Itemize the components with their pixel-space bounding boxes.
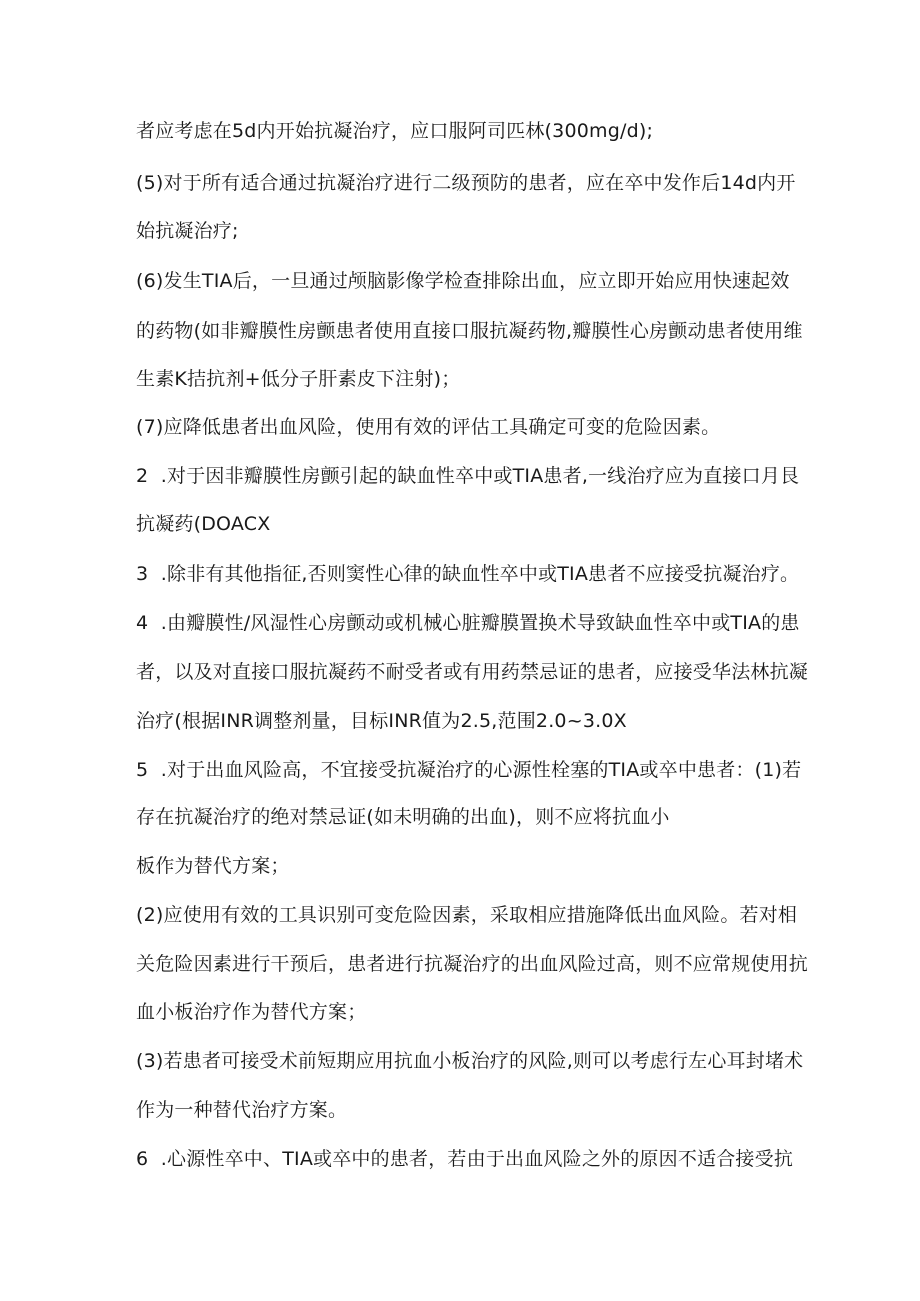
text-line: (2)应使用有效的工具识别可变危险因素，采取相应措施降低出血风险。若对相 <box>136 904 798 926</box>
text-line: 4 .由瓣膜性/风湿性心房颤动或机械心脏瓣膜置换术导致缺血性卒中或TIA的患 <box>136 612 800 634</box>
text-line: 治疗(根据INR调整剂量，目标INR值为2.5,范围2.0~3.0X <box>136 710 627 732</box>
text-line: 存在抗凝治疗的绝对禁忌证(如未明确的出血)，则不应将抗血小 <box>136 806 670 828</box>
text-line: (6)发生TIA后，一旦通过颅脑影像学检查排除出血，应立即开始应用快速起效 <box>136 270 790 292</box>
text-line: 2 .对于因非瓣膜性房颤引起的缺血性卒中或TIA患者,一线治疗应为直接口月艮 <box>136 465 800 487</box>
text-line: 血小板治疗作为替代方案； <box>136 1001 367 1023</box>
text-line: (3)若患者可接受术前短期应用抗血小板治疗的风险,则可以考虑行左心耳封堵术 <box>136 1050 804 1072</box>
text-line: 作为一种替代治疗方案。 <box>136 1099 348 1121</box>
text-line: 3 .除非有其他指征,否则窦性心律的缺血性卒中或TIA患者不应接受抗凝治疗。 <box>136 563 800 585</box>
text-line: 生素K拮抗剂+低分子肝素皮下注射)； <box>136 368 461 390</box>
text-line: 5 .对于出血风险高，不宜接受抗凝治疗的心源性栓塞的TIA或卒中患者：(1)若 <box>136 759 802 781</box>
text-line: 抗凝药(DOACX <box>136 513 271 535</box>
text-line: (7)应降低患者出血风险，使用有效的评估工具确定可变的危险因素。 <box>136 416 721 438</box>
text-line: 6 .心源性卒中、TIA或卒中的患者，若由于出血风险之外的原因不适合接受抗 <box>136 1148 794 1170</box>
text-line: 始抗凝治疗; <box>136 220 239 242</box>
text-line: 板作为替代方案； <box>136 855 290 877</box>
text-line: 的药物(如非瓣膜性房颤患者使用直接口服抗凝药物,瓣膜性心房颤动患者使用维 <box>136 320 803 342</box>
text-line: 者应考虑在5d内开始抗凝治疗，应口服阿司匹林(300mg/d); <box>136 120 654 142</box>
text-line: 关危险因素进行干预后，患者进行抗凝治疗的出血风险过高，则不应常规使用抗 <box>136 953 809 975</box>
text-line: 者，以及对直接口服抗凝药不耐受者或有用药禁忌证的患者，应接受华法林抗凝 <box>136 661 809 683</box>
text-line: (5)对于所有适合通过抗凝治疗进行二级预防的患者，应在卒中发作后14d内开 <box>136 172 796 194</box>
